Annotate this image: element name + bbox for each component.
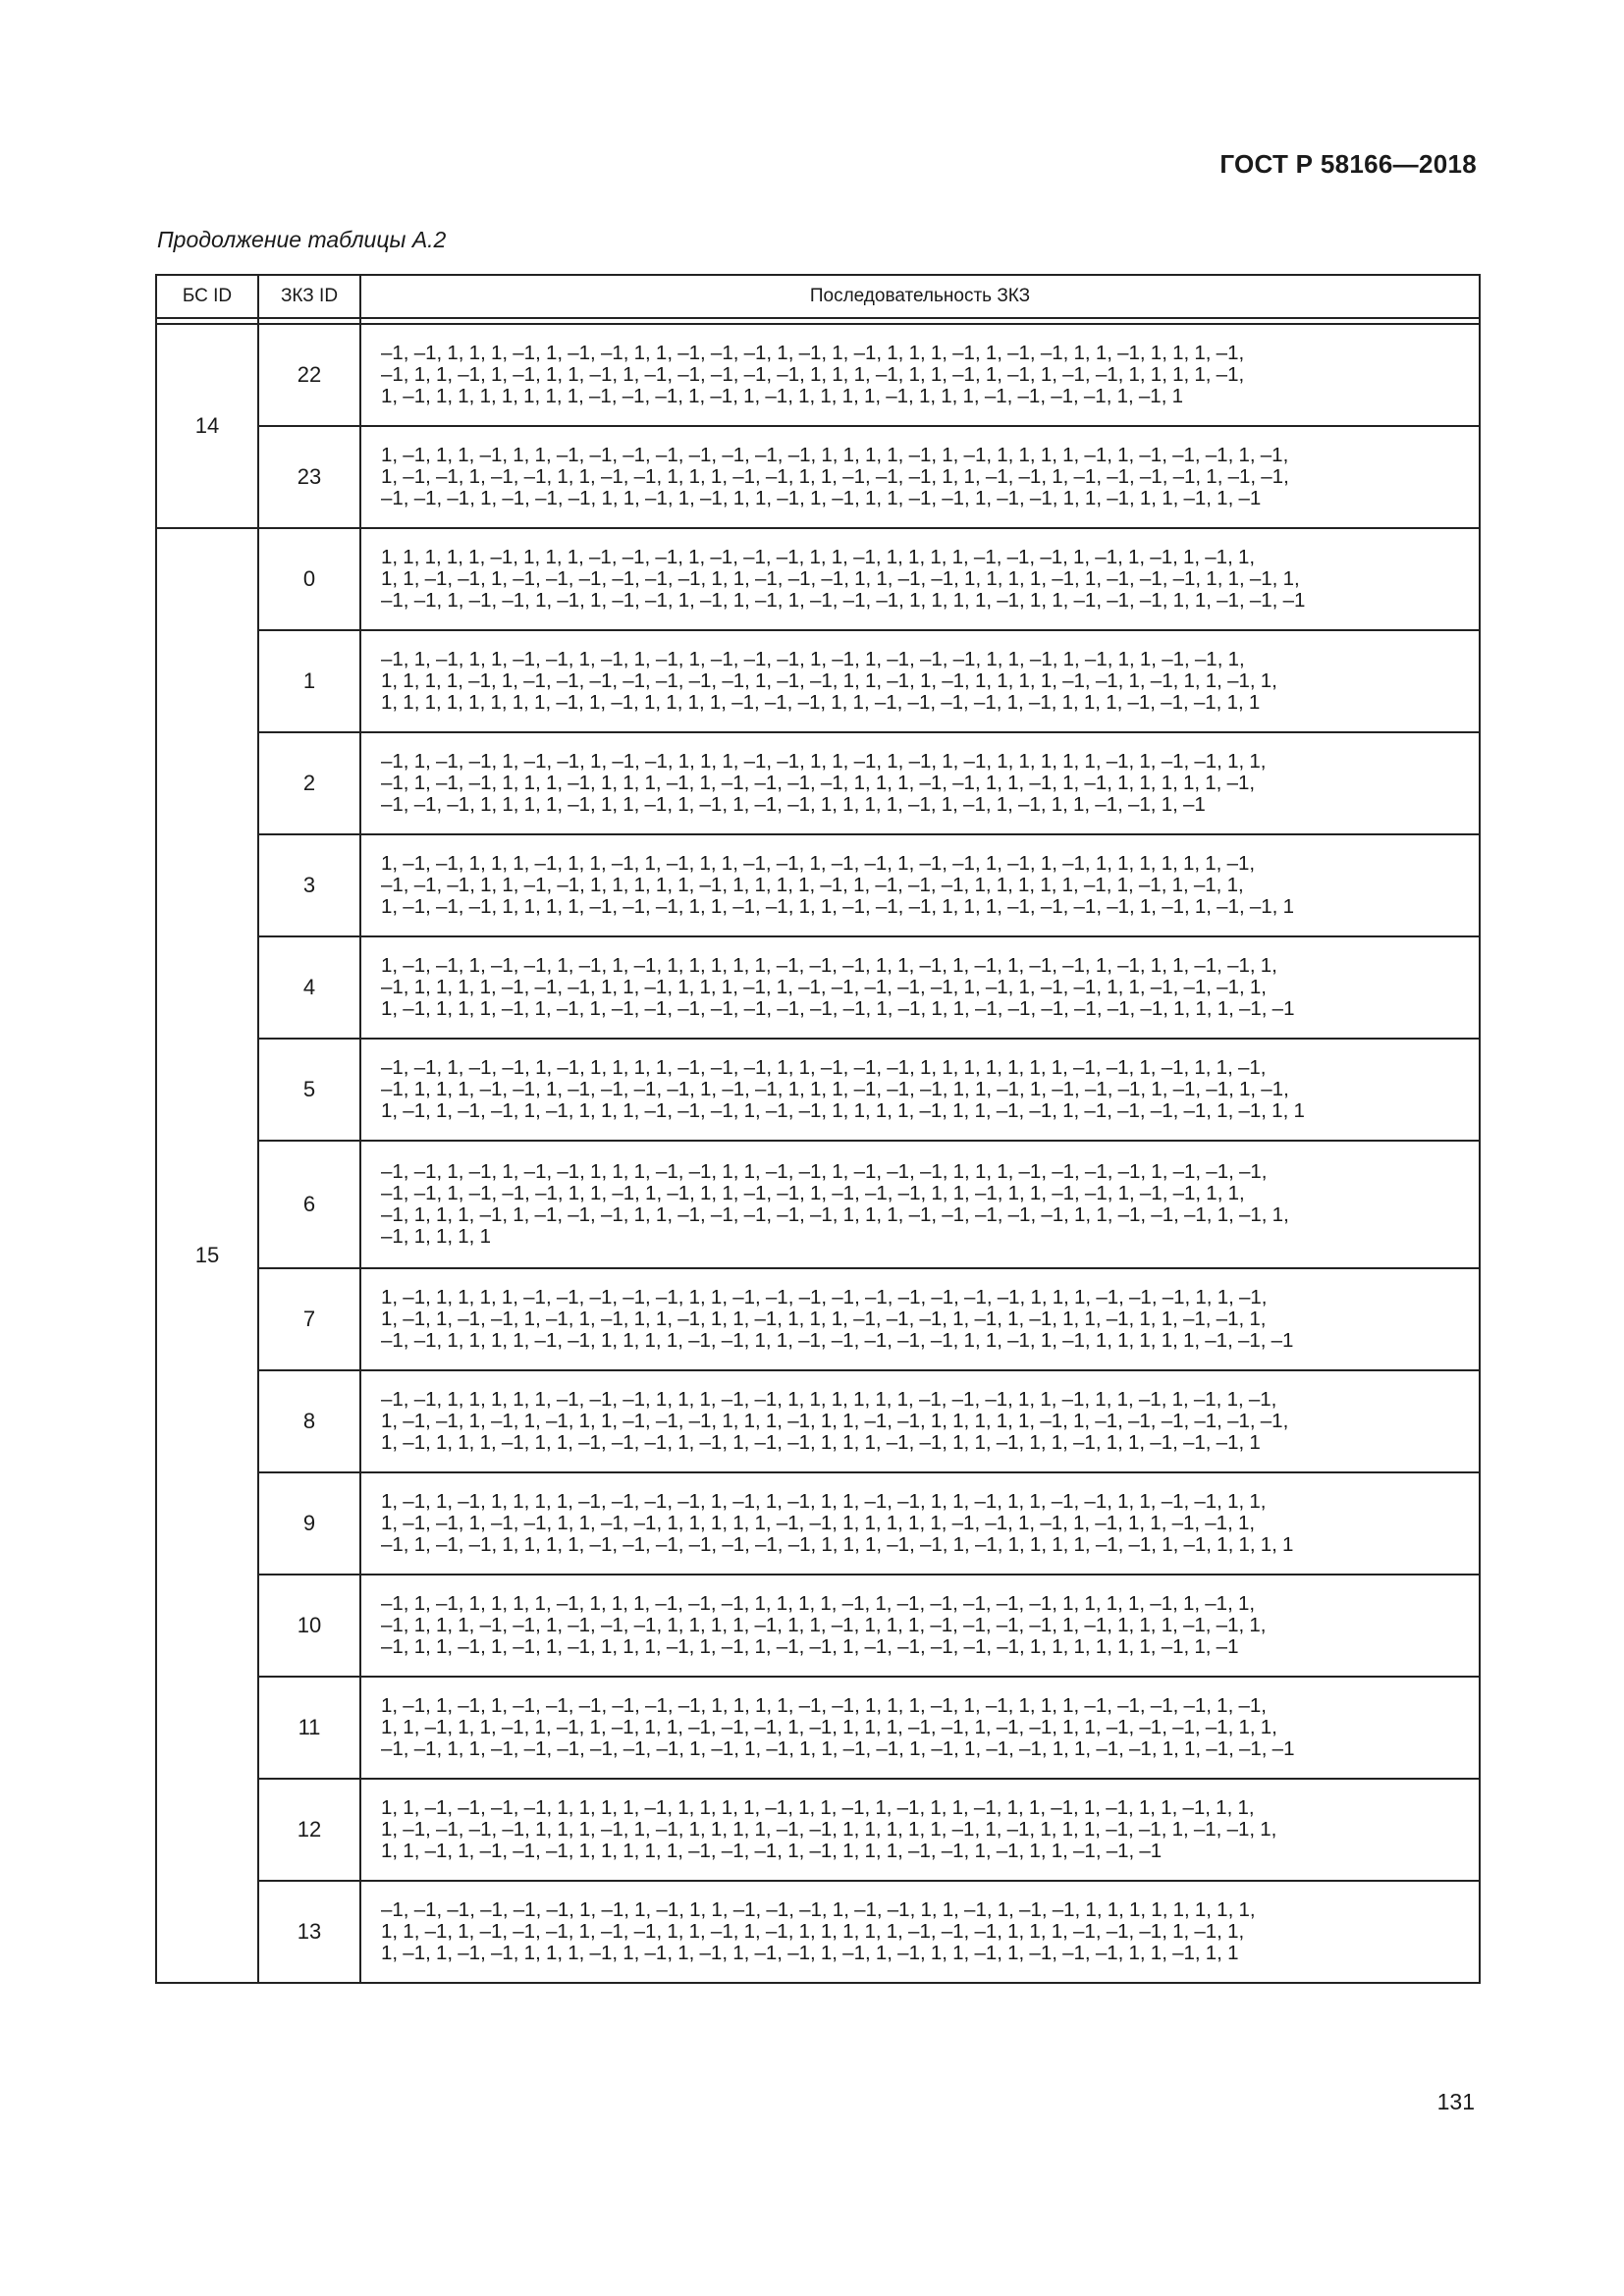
sequence-line: –1, 1, 1, 1, –1, –1, 1, –1, –1, –1, –1, 1, –1, –1, 1, 1, 1, –1, –1, –1, 1, 1, –1, 1, –1, –1, –1, 1, –1, –1, 1, –1,: [381, 1078, 1289, 1100]
document-standard-header: ГОСТ Р 58166—2018: [1219, 149, 1477, 179]
zkz-id-cell: 7: [258, 1268, 360, 1370]
sequence-line: 1, 1, –1, 1, –1, –1, –1, 1, –1, –1, 1, 1, –1, 1, –1, 1, 1, 1, 1, 1, –1, –1, –1, 1, 1, 1, –1, –1, –1, 1, –1, 1,: [381, 1920, 1245, 1943]
sequence-line: 1, –1, 1, 1, –1, 1, 1, –1, –1, –1, –1, –1, –1, –1, –1, 1, 1, 1, 1, –1, 1, –1, 1, 1, 1, 1, –1, 1, –1, –1, –1, 1, –1,: [381, 444, 1289, 466]
sequence-line: 1, –1, –1, 1, –1, 1, –1, 1, 1, –1, –1, –1, 1, 1, 1, –1, 1, 1, –1, –1, 1, 1, 1, 1, 1, –1, 1, –1, –1, –1, –1, –1, –1,: [381, 1410, 1289, 1432]
sequence-line: 1, 1, 1, 1, 1, –1, 1, 1, 1, –1, –1, –1, 1, –1, –1, –1, 1, 1, –1, 1, 1, 1, 1, –1, –1, –1, 1, –1, 1, –1, 1, –1, 1,: [381, 546, 1256, 568]
sequence-line: 1, 1, –1, –1, –1, –1, 1, 1, 1, 1, –1, 1, 1, 1, 1, –1, 1, 1, –1, 1, –1, 1, 1, –1, 1, 1, –1, 1, –1, 1, 1, –1, 1, 1,: [381, 1796, 1255, 1819]
table-row: [156, 1370, 1480, 1472]
sequence-cell: [360, 1141, 1480, 1268]
sequence-line: –1, 1, 1, 1, 1: [381, 1225, 491, 1248]
sequence-line: –1, –1, 1, –1, –1, 1, –1, 1, –1, –1, 1, –1, 1, –1, 1, –1, –1, –1, 1, 1, 1, 1, –1, 1, 1, –1, –1, –1, 1, 1, –1, –1, –1: [381, 589, 1306, 612]
sequence-line: 1, –1, 1, 1, 1, –1, 1, –1, 1, –1, –1, –1, –1, –1, –1, –1, –1, 1, –1, 1, 1, –1, –1, –1, –1, –1, –1, 1, 1, 1, –1, –1: [381, 997, 1295, 1020]
sequence-line: –1, –1, 1, –1, 1, –1, –1, 1, 1, 1, –1, –1, 1, 1, –1, –1, 1, –1, –1, –1, 1, 1, 1, –1, –1, –1, –1, 1, –1, –1, –1,: [381, 1160, 1268, 1183]
sequence-line: 1, –1, 1, 1, 1, 1, 1, 1, 1, –1, –1, –1, 1, –1, 1, –1, 1, 1, 1, 1, –1, 1, 1, 1, –1, –1, –1, –1, 1, –1, 1: [381, 385, 1183, 407]
sequence-cell: [360, 528, 1480, 630]
table-header: [156, 275, 1480, 324]
sequence-line: 1, 1, 1, 1, 1, 1, 1, 1, –1, 1, –1, 1, 1, 1, 1, –1, –1, –1, 1, 1, –1, –1, –1, –1, 1, –1, 1, 1, 1, –1, –1, –1, 1, 1: [381, 691, 1261, 714]
sequence-line: –1, 1, –1, –1, 1, 1, 1, 1, –1, –1, –1, –1, –1, –1, –1, 1, 1, 1, –1, –1, 1, –1, 1, 1, 1, 1, –1, –1, 1, –1, 1, 1, 1, 1: [381, 1533, 1294, 1556]
sequence-table: [155, 274, 1481, 1984]
zkz-id-cell: 6: [258, 1141, 360, 1268]
sequence-cell: [360, 630, 1480, 732]
zkz-id-cell: 8: [258, 1370, 360, 1472]
page-number: 131: [1436, 2089, 1475, 2114]
sequence-line: 1, 1, –1, 1, –1, –1, –1, 1, 1, 1, 1, 1, –1, –1, –1, 1, –1, 1, 1, 1, –1, –1, 1, –1, 1, 1, –1, –1, –1: [381, 1840, 1163, 1862]
bs-id-cell: 15: [156, 528, 258, 1983]
sequence-line: 1, –1, 1, –1, 1, –1, –1, –1, –1, –1, –1, 1, 1, 1, 1, –1, –1, 1, 1, 1, –1, 1, –1, 1, 1, 1, –1, –1, –1, –1, 1, –1,: [381, 1694, 1267, 1717]
zkz-id-cell: 22: [258, 324, 360, 426]
sequence-line: –1, –1, –1, 1, –1, –1, –1, 1, 1, –1, 1, –1, 1, 1, –1, 1, –1, 1, 1, –1, –1, 1, –1, –1, 1, 1, –1, 1, 1, –1, 1, –1: [381, 487, 1262, 509]
sequence-line: 1, –1, –1, 1, –1, –1, 1, –1, 1, –1, 1, 1, 1, 1, 1, –1, –1, –1, 1, 1, –1, 1, –1, 1, –1, –1, 1, –1, 1, 1, –1, –1, 1,: [381, 954, 1277, 977]
sequence-cell: [360, 426, 1480, 528]
sequence-line: 1, –1, 1, –1, –1, 1, 1, 1, –1, 1, –1, 1, –1, 1, –1, –1, 1, –1, 1, –1, 1, 1, –1, 1, –1, –1, –1, 1, 1, –1, 1, 1: [381, 1942, 1239, 1964]
sequence-cell: [360, 1268, 1480, 1370]
table-row: [156, 834, 1480, 936]
sequence-line: –1, 1, –1, 1, 1, 1, 1, –1, 1, 1, 1, –1, –1, –1, 1, 1, 1, 1, –1, 1, –1, –1, –1, –1, –1, 1, 1, 1, 1, –1, 1, –1, 1,: [381, 1592, 1256, 1615]
table-row: [156, 1039, 1480, 1141]
sequence-cell: [360, 936, 1480, 1039]
table-caption: Продолжение таблицы А.2: [157, 227, 447, 252]
sequence-line: –1, –1, 1, 1, 1, 1, 1, –1, –1, –1, 1, 1, 1, –1, –1, 1, 1, 1, 1, 1, 1, –1, –1, –1, 1, 1, –1, 1, 1, –1, 1, –1, 1, –1,: [381, 1388, 1277, 1411]
table-row: [156, 1268, 1480, 1370]
column-header-sequence: Последовательность ЗКЗ: [360, 275, 1480, 318]
zkz-id-cell: 1: [258, 630, 360, 732]
table-row: [156, 1779, 1480, 1881]
sequence-line: 1, –1, –1, 1, 1, 1, –1, 1, 1, –1, 1, –1, 1, 1, –1, –1, 1, –1, –1, 1, –1, –1, 1, –1, 1, –1, 1, 1, 1, 1, 1, 1, –1,: [381, 852, 1256, 875]
table-row: [156, 1575, 1480, 1677]
sequence-line: –1, 1, –1, –1, 1, –1, –1, 1, –1, –1, 1, 1, 1, –1, –1, 1, 1, –1, 1, –1, 1, –1, 1, 1, 1, 1, 1, –1, 1, –1, –1, 1, 1,: [381, 750, 1267, 773]
column-header-bs-id: БС ID: [156, 275, 258, 318]
sequence-cell: [360, 1677, 1480, 1779]
sequence-cell: [360, 1370, 1480, 1472]
zkz-id-cell: 11: [258, 1677, 360, 1779]
sequence-cell: [360, 834, 1480, 936]
zkz-id-cell: 3: [258, 834, 360, 936]
sequence-line: –1, –1, 1, 1, 1, 1, –1, –1, 1, 1, 1, 1, –1, –1, 1, 1, –1, –1, –1, –1, –1, 1, 1, –1, 1, –1, 1, 1, 1, 1, 1, –1, –1, –1: [381, 1329, 1294, 1352]
zkz-id-cell: 4: [258, 936, 360, 1039]
sequence-line: –1, 1, 1, 1, –1, 1, –1, –1, –1, 1, 1, –1, –1, –1, –1, –1, 1, 1, 1, –1, –1, –1, –1, –1, 1, 1, –1, –1, –1, 1, –1, 1,: [381, 1203, 1289, 1226]
sequence-line: –1, 1, –1, –1, 1, 1, 1, –1, 1, 1, 1, –1, 1, –1, –1, –1, –1, 1, 1, 1, –1, –1, 1, 1, –1, 1, –1, 1, 1, 1, 1, 1, –1,: [381, 772, 1256, 794]
sequence-line: –1, 1, 1, –1, 1, –1, 1, 1, –1, 1, –1, –1, –1, –1, –1, 1, 1, 1, –1, 1, 1, –1, 1, –1, 1, –1, –1, 1, 1, 1, 1, –1,: [381, 363, 1245, 386]
sequence-line: –1, 1, 1, –1, 1, –1, 1, –1, 1, 1, 1, –1, 1, –1, 1, –1, –1, 1, –1, –1, –1, –1, –1, 1, 1, 1, 1, 1, 1, –1, 1, –1: [381, 1635, 1239, 1658]
sequence-cell: [360, 324, 1480, 426]
zkz-id-cell: 12: [258, 1779, 360, 1881]
sequence-cell: [360, 1472, 1480, 1575]
table-row: [156, 1677, 1480, 1779]
sequence-cell: [360, 1779, 1480, 1881]
sequence-line: 1, 1, –1, –1, 1, –1, –1, –1, –1, –1, –1, 1, 1, –1, –1, –1, 1, 1, –1, –1, 1, 1, 1, 1, –1, 1, –1, –1, –1, 1, 1, –1, 1,: [381, 567, 1300, 590]
sequence-line: –1, –1, –1, –1, –1, –1, 1, –1, 1, –1, 1, 1, –1, –1, –1, 1, –1, –1, 1, 1, –1, 1, –1, –1, 1, 1, 1, 1, 1, 1, 1, 1,: [381, 1898, 1256, 1921]
sequence-line: 1, –1, 1, 1, 1, 1, –1, –1, –1, –1, –1, 1, 1, –1, –1, –1, –1, –1, –1, –1, –1, –1, 1, 1, 1, –1, –1, –1, 1, 1, –1,: [381, 1286, 1268, 1308]
zkz-id-cell: 9: [258, 1472, 360, 1575]
bs-id-cell: 14: [156, 324, 258, 528]
sequence-line: 1, –1, –1, 1, –1, –1, 1, 1, –1, –1, 1, 1, 1, 1, 1, –1, –1, 1, 1, 1, 1, 1, –1, –1, 1, –1, 1, –1, 1, 1, –1, –1, 1,: [381, 1512, 1256, 1534]
table-row: [156, 732, 1480, 834]
zkz-id-cell: 2: [258, 732, 360, 834]
sequence-line: –1, –1, 1, –1, –1, 1, –1, 1, 1, 1, 1, –1, –1, –1, 1, 1, –1, –1, –1, 1, 1, 1, 1, 1, 1, 1, –1, –1, 1, –1, 1, 1, –1,: [381, 1056, 1267, 1079]
sequence-line: –1, –1, 1, –1, –1, –1, 1, 1, –1, 1, –1, 1, 1, –1, –1, 1, –1, –1, –1, 1, 1, –1, 1, 1, –1, –1, 1, –1, –1, 1, 1,: [381, 1182, 1245, 1204]
zkz-id-cell: 5: [258, 1039, 360, 1141]
sequence-line: –1, –1, 1, 1, –1, –1, –1, –1, –1, –1, 1, –1, 1, –1, 1, 1, –1, –1, 1, –1, 1, –1, –1, 1, 1, –1, –1, 1, 1, –1, –1, –1: [381, 1737, 1295, 1760]
sequence-line: 1, –1, –1, 1, –1, –1, 1, 1, –1, –1, 1, 1, 1, –1, –1, 1, 1, –1, –1, –1, 1, 1, –1, –1, 1, –1, –1, –1, –1, 1, –1, –1,: [381, 465, 1289, 488]
table-row: [156, 324, 1480, 426]
sequence-line: 1, –1, 1, –1, –1, 1, –1, 1, –1, 1, 1, –1, 1, 1, –1, 1, 1, 1, –1, –1, –1, 1, –1, 1, –1, 1, 1, –1, 1, 1, –1, –1, 1,: [381, 1308, 1267, 1330]
zkz-id-cell: 0: [258, 528, 360, 630]
zkz-id-cell: 23: [258, 426, 360, 528]
table-row: [156, 1141, 1480, 1268]
sequence-cell: [360, 1575, 1480, 1677]
table-row: [156, 426, 1480, 528]
sequence-line: –1, –1, 1, 1, 1, –1, 1, –1, –1, 1, 1, –1, –1, –1, 1, –1, 1, –1, 1, 1, 1, –1, 1, –1, –1, 1, 1, –1, 1, 1, 1, –1,: [381, 342, 1245, 364]
column-header-zkz-id: ЗКЗ ID: [258, 275, 360, 318]
zkz-id-cell: 13: [258, 1881, 360, 1983]
table-row: [156, 936, 1480, 1039]
sequence-line: 1, –1, 1, 1, 1, –1, 1, 1, –1, –1, –1, 1, –1, 1, –1, –1, 1, 1, 1, –1, –1, 1, 1, –1, 1, 1, –1, 1, 1, –1, –1, –1, 1: [381, 1431, 1261, 1454]
table-row: [156, 630, 1480, 732]
sequence-line: –1, 1, –1, 1, 1, –1, –1, 1, –1, 1, –1, 1, –1, –1, –1, 1, –1, 1, –1, –1, –1, 1, 1, –1, 1, –1, 1, 1, –1, –1, 1,: [381, 648, 1245, 670]
table-row: [156, 1881, 1480, 1983]
table-row: [156, 528, 1480, 630]
sequence-line: 1, –1, –1, –1, 1, 1, 1, 1, –1, –1, –1, 1, 1, –1, –1, 1, 1, –1, –1, –1, 1, 1, 1, –1, –1, –1, –1, 1, –1, 1, –1, –1, 1: [381, 895, 1294, 918]
sequence-cell: [360, 732, 1480, 834]
sequence-line: 1, –1, 1, –1, 1, 1, 1, 1, –1, –1, –1, –1, 1, –1, 1, –1, 1, 1, –1, –1, 1, 1, –1, 1, 1, –1, –1, 1, 1, –1, –1, 1, 1,: [381, 1490, 1267, 1513]
sequence-cell: [360, 1039, 1480, 1141]
sequence-cell: [360, 1881, 1480, 1983]
sequence-line: 1, –1, 1, –1, –1, 1, –1, 1, 1, 1, –1, –1, –1, 1, –1, –1, 1, 1, 1, 1, –1, 1, 1, –1, –1, 1, –1, –1, –1, –1, 1, –1, 1, 1: [381, 1099, 1305, 1122]
sequence-line: –1, –1, –1, 1, 1, –1, –1, 1, 1, 1, 1, 1, –1, 1, 1, 1, 1, –1, 1, –1, –1, –1, 1, 1, 1, 1, 1, –1, 1, –1, 1, –1, 1,: [381, 874, 1244, 896]
sequence-line: 1, 1, 1, 1, –1, 1, –1, –1, –1, –1, –1, –1, –1, 1, –1, –1, 1, 1, –1, 1, –1, 1, 1, 1, 1, –1, –1, 1, –1, 1, 1, –1, 1,: [381, 669, 1277, 692]
table-body: [156, 324, 1480, 1983]
sequence-line: –1, –1, –1, 1, 1, 1, 1, –1, 1, 1, –1, 1, –1, 1, –1, –1, 1, 1, 1, 1, –1, 1, –1, 1, –1, 1, 1, –1, –1, 1, –1: [381, 793, 1206, 816]
zkz-id-cell: 10: [258, 1575, 360, 1677]
sequence-line: 1, –1, –1, –1, –1, 1, 1, 1, –1, 1, –1, 1, 1, 1, 1, –1, –1, 1, 1, 1, 1, 1, –1, 1, –1, 1, 1, 1, –1, –1, 1, –1, –1, 1,: [381, 1818, 1277, 1841]
table-row: [156, 1472, 1480, 1575]
sequence-line: 1, 1, –1, 1, 1, –1, 1, –1, 1, –1, 1, 1, –1, –1, –1, 1, –1, 1, 1, 1, –1, –1, 1, –1, –1, 1, 1, –1, –1, –1, –1, 1, 1,: [381, 1716, 1277, 1738]
sequence-line: –1, 1, 1, 1, 1, –1, –1, –1, 1, 1, –1, 1, 1, 1, –1, 1, –1, –1, –1, –1, –1, 1, –1, 1, –1, –1, 1, 1, –1, –1, –1, 1,: [381, 976, 1267, 998]
sequence-line: –1, 1, 1, 1, –1, –1, 1, –1, –1, –1, 1, 1, 1, 1, –1, 1, 1, –1, 1, 1, 1, –1, –1, –1, –1, 1, –1, 1, 1, 1, –1, –1, 1,: [381, 1614, 1267, 1636]
